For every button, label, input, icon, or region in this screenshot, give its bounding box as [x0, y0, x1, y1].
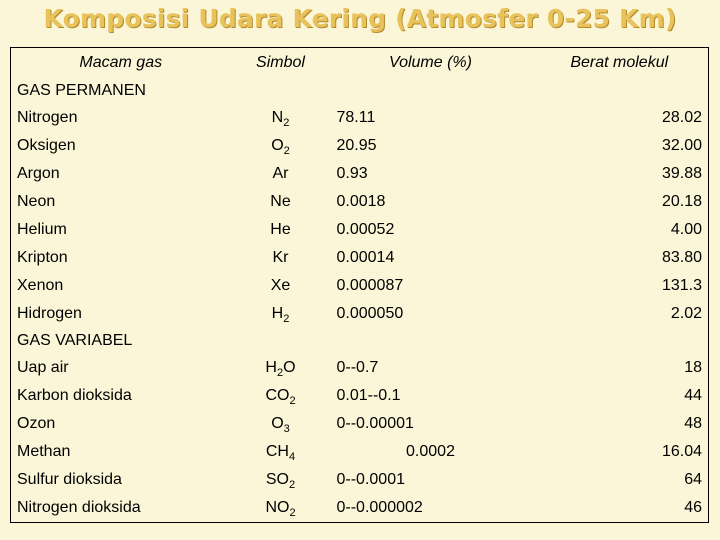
symbol-subscript: 2 — [276, 367, 284, 379]
gas-symbol-cell — [231, 382, 331, 410]
symbol-text: H — [265, 359, 277, 376]
gas-name-cell: Karbon dioksida — [17, 387, 132, 404]
symbol-subscript: 2 — [283, 145, 290, 157]
symbol-text: CH — [265, 443, 289, 460]
volume-cell: 0--0.0001 — [336, 471, 405, 488]
table-row — [11, 160, 709, 188]
table-row — [11, 188, 709, 216]
table-row — [11, 494, 709, 523]
molecular-weight-cell: 32.00 — [661, 137, 702, 154]
volume-cell: 0.0002 — [406, 443, 455, 460]
section-row — [11, 78, 709, 104]
gas-name-cell: Uap air — [17, 359, 69, 376]
table-row — [11, 354, 709, 382]
molecular-weight-cell: 2.02 — [670, 305, 702, 322]
volume-cell: 0.0018 — [336, 193, 386, 210]
volume-cell: 0.93 — [336, 165, 368, 182]
page-title: Komposisi Udara Kering (Atmosfer 0-25 Km) — [43, 4, 677, 33]
molecular-weight-cell: 83.80 — [661, 249, 702, 266]
gas-name-cell: Ozon — [17, 415, 56, 432]
volume-cell: 0.00014 — [336, 249, 395, 266]
molecular-weight-cell: 44 — [684, 387, 702, 404]
symbol-text: H — [271, 305, 284, 322]
gas-symbol-cell — [231, 410, 331, 438]
symbol-subscript: 2 — [289, 479, 296, 491]
gas-symbol-cell — [231, 188, 331, 216]
symbol-text: Kr — [272, 249, 289, 266]
volume-cell: 0.00052 — [336, 221, 395, 238]
molecular-weight-cell: 18 — [684, 359, 702, 376]
volume-cell: 0--0.00001 — [336, 415, 414, 432]
gas-symbol-cell — [231, 300, 331, 328]
molecular-weight-cell: 39.88 — [661, 165, 702, 182]
symbol-text: N — [271, 109, 284, 126]
gas-symbol-cell — [231, 132, 331, 160]
table-row — [11, 438, 709, 466]
table-body — [11, 78, 709, 523]
header-volume: Volume (%) — [389, 54, 472, 71]
section-label: GAS PERMANEN — [17, 82, 146, 99]
gas-name-cell: Xenon — [17, 277, 64, 294]
header-row — [11, 48, 709, 79]
table-row — [11, 466, 709, 494]
gas-name-cell: Oksigen — [17, 137, 76, 154]
gas-symbol-cell — [231, 104, 331, 132]
gas-name-cell: Nitrogen dioksida — [17, 499, 141, 516]
gas-symbol-cell — [231, 466, 331, 494]
gas-name-cell: Methan — [17, 443, 71, 460]
molecular-weight-cell: 64 — [684, 471, 702, 488]
table-row — [11, 300, 709, 328]
gas-symbol-cell — [231, 494, 331, 523]
header-name: Macam gas — [79, 54, 163, 71]
symbol-text: Ar — [272, 165, 289, 182]
gas-name-cell: Hidrogen — [17, 305, 82, 322]
symbol-text: He — [270, 221, 291, 238]
gas-name-cell: Argon — [17, 165, 60, 182]
table-row — [11, 244, 709, 272]
gas-symbol-cell — [231, 272, 331, 300]
molecular-weight-cell: 16.04 — [661, 443, 702, 460]
gas-name-cell: Helium — [17, 221, 67, 238]
volume-cell: 0.000050 — [336, 305, 404, 322]
table-row — [11, 132, 709, 160]
symbol-text: O — [271, 415, 284, 432]
table-row — [11, 104, 709, 132]
gas-name-cell: Kripton — [17, 249, 68, 266]
symbol-subscript: 4 — [288, 451, 296, 463]
symbol-subscript: 2 — [283, 313, 290, 325]
header-weight: Berat molekul — [570, 54, 669, 71]
molecular-weight-cell: 28.02 — [661, 109, 702, 126]
molecular-weight-cell: 46 — [684, 499, 702, 516]
gas-name-cell: Sulfur dioksida — [17, 471, 122, 488]
volume-cell: 20.95 — [336, 137, 377, 154]
symbol-text: SO — [265, 471, 289, 488]
molecular-weight-cell: 4.00 — [670, 221, 702, 238]
volume-cell: 0--0.7 — [336, 359, 379, 376]
gas-symbol-cell — [231, 244, 331, 272]
symbol-text-suffix: O — [283, 359, 296, 376]
symbol-subscript: 2 — [283, 117, 290, 129]
symbol-subscript: 2 — [289, 507, 296, 519]
table-row — [11, 272, 709, 300]
molecular-weight-cell: 131.3 — [661, 277, 702, 294]
gas-symbol-cell — [231, 216, 331, 244]
symbol-subscript: 3 — [283, 423, 290, 435]
gas-symbol-cell — [231, 438, 331, 466]
symbol-subscript: 2 — [289, 395, 296, 407]
table-row — [11, 410, 709, 438]
volume-cell: 0.000087 — [336, 277, 404, 294]
molecular-weight-cell: 48 — [684, 415, 702, 432]
volume-cell: 0--0.000002 — [336, 499, 423, 516]
symbol-text: CO — [265, 387, 290, 404]
section-row — [11, 328, 709, 354]
gas-composition-table — [10, 47, 709, 523]
table-row — [11, 216, 709, 244]
volume-cell: 78.11 — [336, 109, 376, 126]
header-symbol: Simbol — [256, 54, 305, 71]
symbol-text: Ne — [270, 193, 291, 210]
symbol-text: Xe — [270, 277, 291, 294]
symbol-text: NO — [265, 499, 290, 516]
table-row — [11, 382, 709, 410]
gas-name-cell: Neon — [17, 193, 56, 210]
gas-symbol-cell — [231, 160, 331, 188]
gas-name-cell: Nitrogen — [17, 109, 78, 126]
symbol-text: O — [271, 137, 284, 154]
molecular-weight-cell: 20.18 — [661, 193, 702, 210]
section-label: GAS VARIABEL — [17, 332, 133, 349]
gas-symbol-cell — [231, 354, 331, 382]
volume-cell: 0.01--0.1 — [336, 387, 401, 404]
